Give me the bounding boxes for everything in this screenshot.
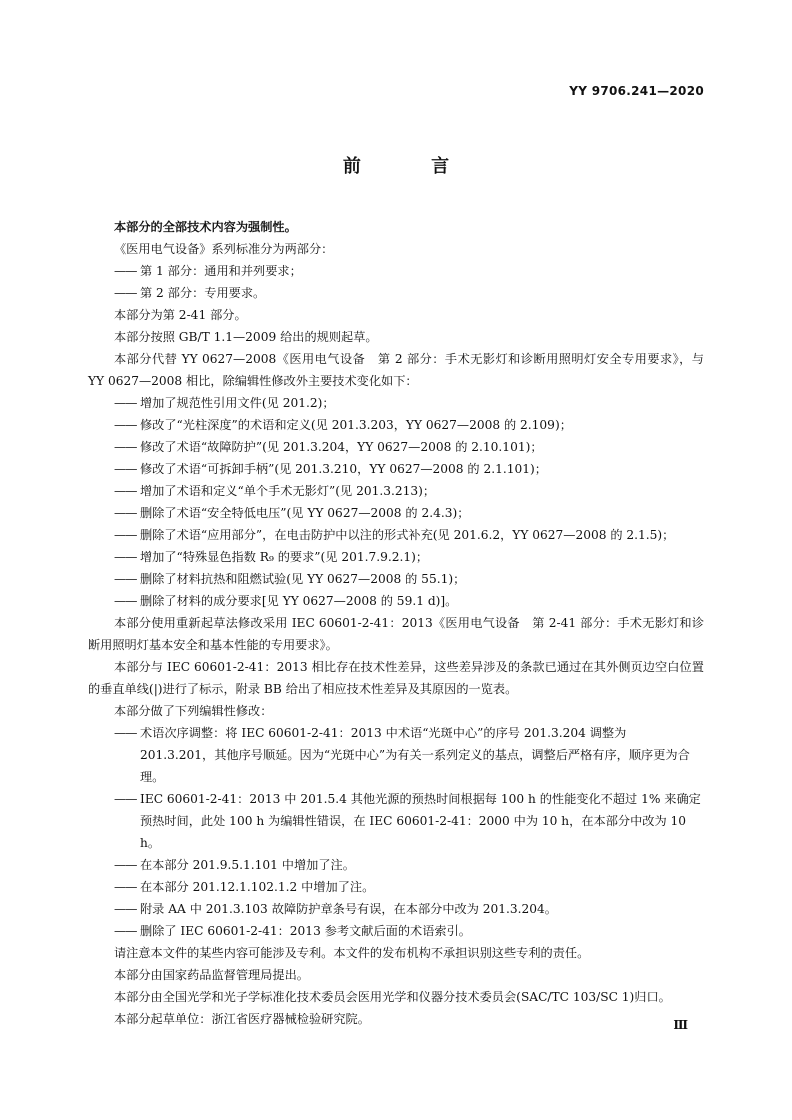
list-item-text: IEC 60601-2-41：2013 中 201.5.4 其他光源的预热时间根据每 100 h 的性能变化不超过 1% 来确定预热时间，此处 100 h 为编辑性错误，在 IEC 60601-2-41：2000 中为 10 h，在本部分中改为 10 h。 xyxy=(140,792,701,850)
paragraph: 本部分起草单位：浙江省医疗器械检验研究院。 xyxy=(114,1012,370,1026)
list-item xyxy=(88,414,704,436)
list-item xyxy=(88,524,704,546)
list-item xyxy=(88,502,704,524)
dash-marker: —— xyxy=(114,440,137,454)
dash-marker: —— xyxy=(114,726,137,740)
list-item xyxy=(88,590,704,612)
list-item xyxy=(88,458,704,480)
paragraph: 本部分使用重新起草法修改采用 IEC 60601-2-41：2013《医用电气设备 第 2-41 部分：手术无影灯和诊断用照明灯基本安全和基本性能的专用要求》。 xyxy=(88,616,704,652)
list-item-text: 增加了规范性引用文件(见 201.2)； xyxy=(140,396,335,410)
list-item-text: 术语次序调整：将 IEC 60601-2-41：2013 中术语“光斑中心”的序号 201.3.204 调整为 201.3.201，其他序号顺延。因为“光斑中心”为有关一系列定义的基点，调整后严格有序，顺序更为合理。 xyxy=(140,726,690,784)
list-item xyxy=(88,788,704,854)
page-title: 前 言 xyxy=(342,156,482,177)
paragraph: 请注意本文件的某些内容可能涉及专利。本文件的发布机构不承担识别这些专利的责任。 xyxy=(114,946,590,960)
dash-marker: —— xyxy=(114,902,137,916)
list-item-text: 在本部分 201.9.5.1.101 中增加了注。 xyxy=(140,858,355,872)
list-item-text: 修改了“光柱深度”的术语和定义(见 201.3.203，YY 0627—2008 的 2.109)； xyxy=(140,418,572,432)
list-item xyxy=(88,854,704,876)
list-item-text: 修改了术语“故障防护”(见 201.3.204，YY 0627—2008 的 2.10.101)； xyxy=(140,440,543,454)
list-item xyxy=(88,898,704,920)
list-item xyxy=(88,282,704,304)
list-item-text: 删除了 IEC 60601-2-41：2013 参考文献后面的术语索引。 xyxy=(140,924,471,938)
dash-marker: —— xyxy=(114,396,137,410)
document-body xyxy=(88,216,704,1030)
dash-marker: —— xyxy=(114,286,137,300)
list-item-text: 删除了材料抗热和阻燃试验(见 YY 0627—2008 的 55.1)； xyxy=(140,572,466,586)
list-item xyxy=(88,260,704,282)
mandatory-statement: 本部分的全部技术内容为强制性。 xyxy=(114,220,297,234)
list-item-text: 增加了“特殊显色指数 R₉ 的要求”(见 201.7.9.2.1)； xyxy=(140,550,429,564)
dash-marker: —— xyxy=(114,506,137,520)
dash-marker: —— xyxy=(114,264,137,278)
dash-marker: —— xyxy=(114,924,137,938)
dash-marker: —— xyxy=(114,418,137,432)
dash-marker: —— xyxy=(114,858,137,872)
paragraph: 本部分与 IEC 60601-2-41：2013 相比存在技术性差异，这些差异涉及的条款已通过在其外侧页边空白位置的垂直单线(|)进行了标示，附录 BB 给出了相应技术性差异及其原因的一览表。 xyxy=(88,660,704,696)
dash-marker: —— xyxy=(114,528,137,542)
list-item xyxy=(88,920,704,942)
list-item-text: 第 1 部分：通用和并列要求； xyxy=(140,264,302,278)
list-item xyxy=(88,436,704,458)
list-item xyxy=(88,392,704,414)
list-item-text: 在本部分 201.12.1.102.1.2 中增加了注。 xyxy=(140,880,375,894)
list-item xyxy=(88,546,704,568)
dash-marker: —— xyxy=(114,792,137,806)
dash-marker: —— xyxy=(114,594,137,608)
list-item-text: 修改了术语“可拆卸手柄”(见 201.3.210，YY 0627—2008 的 2.1.101)； xyxy=(140,462,547,476)
list-item-text: 删除了术语“安全特低电压”(见 YY 0627—2008 的 2.4.3)； xyxy=(140,506,470,520)
list-item xyxy=(88,568,704,590)
list-item-text: 第 2 部分：专用要求。 xyxy=(140,286,266,300)
paragraph: 本部分做了下列编辑性修改： xyxy=(114,704,273,718)
paragraph: 本部分为第 2-41 部分。 xyxy=(114,308,247,322)
dash-marker: —— xyxy=(114,572,137,586)
paragraph: 本部分代替 YY 0627—2008《医用电气设备 第 2 部分：手术无影灯和诊断用照明灯安全专用要求》，与 YY 0627—2008 相比，除编辑性修改外主要技术变化如下： xyxy=(88,352,704,388)
list-item-text: 增加了术语和定义“单个手术无影灯”(见 201.3.213)； xyxy=(140,484,436,498)
list-item-text: 附录 AA 中 201.3.103 故障防护章条号有误，在本部分中改为 201.3.204。 xyxy=(140,902,557,916)
dash-marker: —— xyxy=(114,462,137,476)
page-number: Ⅲ xyxy=(673,1018,688,1032)
list-item xyxy=(88,480,704,502)
paragraph: 《医用电气设备》系列标准分为两部分： xyxy=(114,242,334,256)
paragraph: 本部分由国家药品监督管理局提出。 xyxy=(114,968,309,982)
paragraph: 本部分按照 GB/T 1.1—2009 给出的规则起草。 xyxy=(114,330,378,344)
standard-code: YY 9706.241—2020 xyxy=(569,84,704,98)
paragraph: 本部分由全国光学和光子学标准化技术委员会医用光学和仪器分技术委员会(SAC/TC 103/SC 1)归口。 xyxy=(114,990,671,1004)
dash-marker: —— xyxy=(114,880,137,894)
dash-marker: —— xyxy=(114,484,137,498)
list-item-text: 删除了术语“应用部分”，在电击防护中以注的形式补充(见 201.6.2，YY 0627—2008 的 2.1.5)； xyxy=(140,528,675,542)
dash-marker: —— xyxy=(114,550,137,564)
list-item xyxy=(88,722,704,788)
list-item xyxy=(88,876,704,898)
list-item-text: 删除了材料的成分要求[见 YY 0627—2008 的 59.1 d)]。 xyxy=(140,594,458,608)
